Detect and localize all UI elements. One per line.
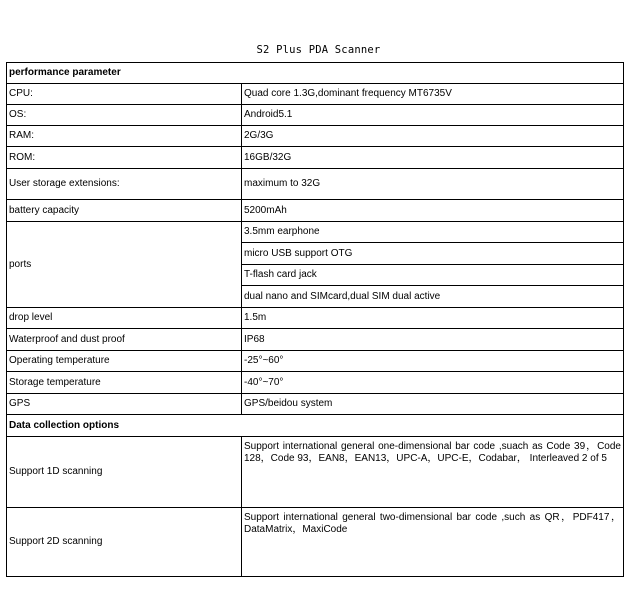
section-header-data-collection: Data collection options	[7, 415, 624, 437]
cpu-value: Quad core 1.3G,dominant frequency MT6735V	[242, 84, 624, 105]
operating-temp-label: Operating temperature	[7, 351, 242, 372]
table-row	[7, 222, 624, 243]
table-row	[7, 329, 624, 351]
table-row	[7, 147, 624, 169]
rom-value: 16GB/32G	[242, 147, 624, 169]
ports-value: 3.5mm earphone	[242, 222, 624, 243]
os-label: OS:	[7, 105, 242, 126]
ports-label: ports	[7, 222, 242, 308]
gps-label: GPS	[7, 394, 242, 415]
scan-2d-label: Support 2D scanning	[7, 508, 242, 577]
table-row	[7, 351, 624, 372]
ports-value: micro USB support OTG	[242, 243, 624, 265]
rom-label: ROM:	[7, 147, 242, 169]
os-value: Android5.1	[242, 105, 624, 126]
storage-temp-label: Storage temperature	[7, 372, 242, 394]
waterproof-label: Waterproof and dust proof	[7, 329, 242, 351]
document-title: S2 Plus PDA Scanner	[256, 44, 381, 56]
cpu-label: CPU:	[7, 84, 242, 105]
drop-label: drop level	[7, 308, 242, 329]
section-header-performance: performance parameter	[7, 63, 624, 84]
section-row-performance	[7, 63, 624, 84]
table-row	[7, 126, 624, 147]
table-row	[7, 308, 624, 329]
ram-label: RAM:	[7, 126, 242, 147]
scan-2d-value: Support international general two-dimensional bar code ,such as QR，PDF417，DataMatrix，MaxiCode	[242, 508, 624, 577]
table-row	[7, 169, 624, 200]
table-row	[7, 437, 624, 508]
drop-value: 1.5m	[242, 308, 624, 329]
ports-value: T-flash card jack	[242, 265, 624, 286]
storage-value: maximum to 32G	[242, 169, 624, 200]
waterproof-value: IP68	[242, 329, 624, 351]
battery-value: 5200mAh	[242, 200, 624, 222]
table-row	[7, 508, 624, 577]
battery-label: battery capacity	[7, 200, 242, 222]
gps-value: GPS/beidou system	[242, 394, 624, 415]
table-row	[7, 84, 624, 105]
scan-1d-value: Support international general one-dimensional bar code ,suach as Code 39，Code 128，Code 93，EAN8，EAN13，UPC-A，UPC-E，Codabar， Interleaved 2 of 5	[242, 437, 624, 508]
table-row	[7, 394, 624, 415]
ports-value: dual nano and SIMcard,dual SIM dual active	[242, 286, 624, 308]
table-row	[7, 105, 624, 126]
table-row	[7, 200, 624, 222]
spec-table	[6, 62, 624, 577]
scan-1d-label: Support 1D scanning	[7, 437, 242, 508]
table-row	[7, 372, 624, 394]
storage-label: User storage extensions:	[7, 169, 242, 200]
operating-temp-value: -25°~60°	[242, 351, 624, 372]
section-row-data-collection	[7, 415, 624, 437]
storage-temp-value: -40°~70°	[242, 372, 624, 394]
ram-value: 2G/3G	[242, 126, 624, 147]
